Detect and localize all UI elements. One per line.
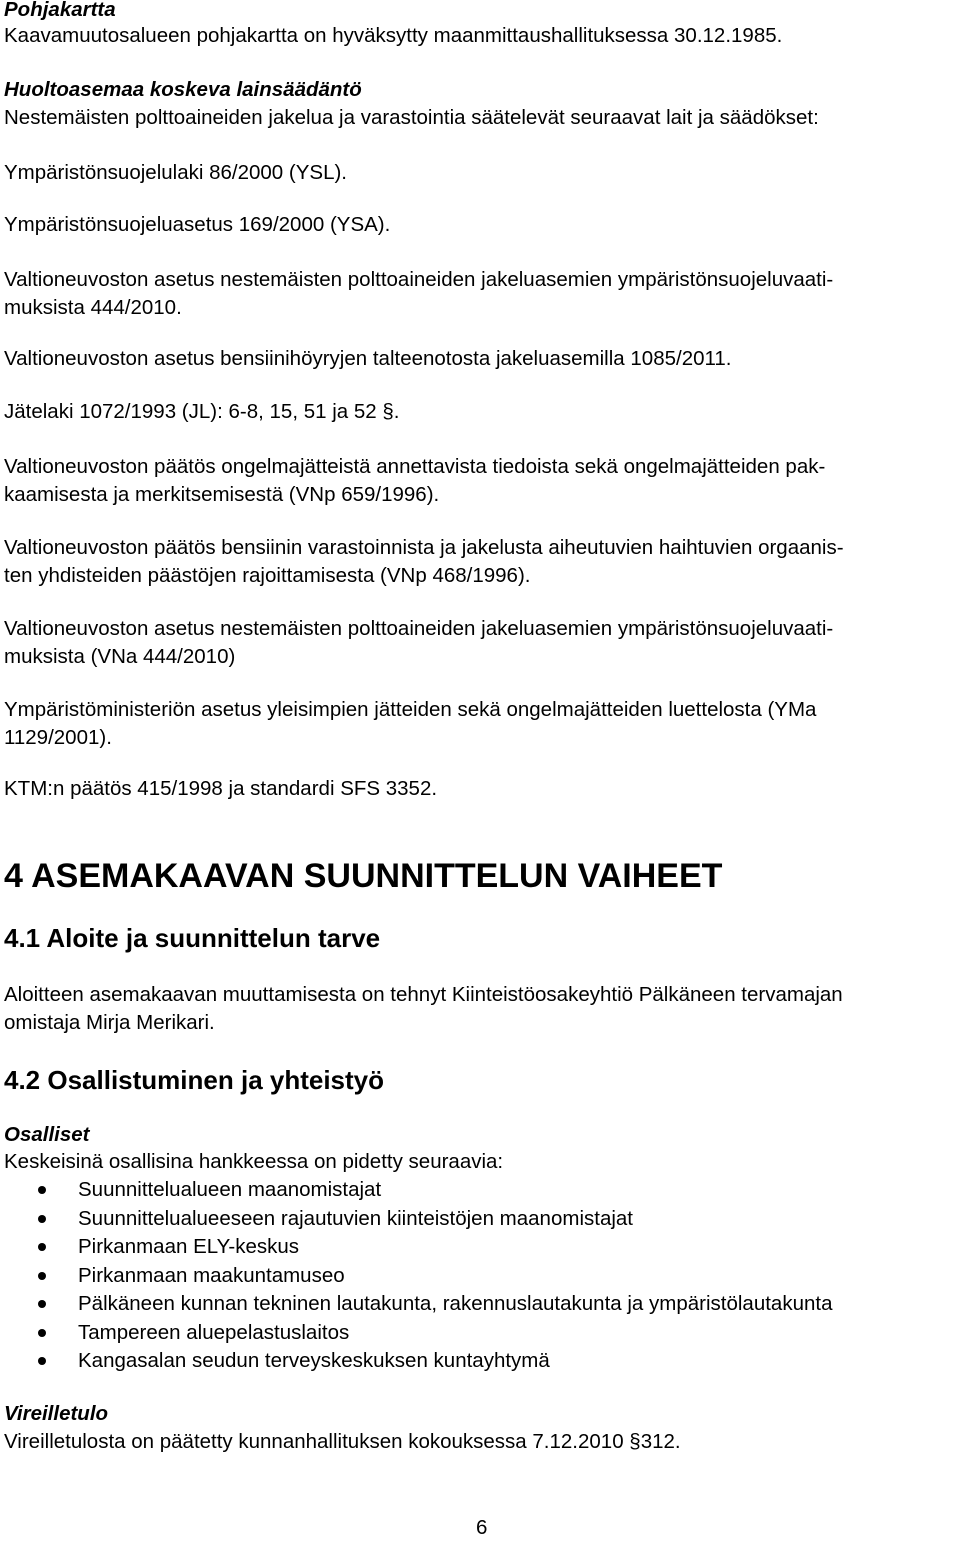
vireilletulo-heading: Vireilletulo xyxy=(4,1402,109,1425)
law-item-continued: 1129/2001). xyxy=(4,726,112,749)
list-item xyxy=(4,1233,832,1262)
section-4-title: 4 ASEMAKAAVAN SUUNNITTELUN VAIHEET xyxy=(4,857,723,895)
law-item: Valtioneuvoston asetus nestemäisten polttoaineiden jakeluasemien ympäristönsuojeluvaati- xyxy=(4,617,834,640)
osalliset-heading: Osalliset xyxy=(4,1123,90,1146)
list-item xyxy=(4,1319,832,1348)
pohjakartta-text: Kaavamuutosalueen pohjakartta on hyväksytty maanmittaushallituksessa 30.12.1985. xyxy=(4,24,783,47)
law-item: Valtioneuvoston päätös bensiinin varastoinnista ja jakelusta aiheutuvien haihtuvien orgaanis- xyxy=(4,536,844,559)
document-page xyxy=(4,0,956,1556)
lainsaadanto-heading: Huoltoasemaa koskeva lainsäädäntö xyxy=(4,78,362,101)
osalliset-intro: Keskeisinä osallisina hankkeessa on pidetty seuraavia: xyxy=(4,1150,504,1173)
section-4-2-title: 4.2 Osallistuminen ja yhteistyö xyxy=(4,1065,385,1095)
law-item: Valtioneuvoston asetus bensiinihöyryjen talteenotosta jakeluasemilla 1085/2011. xyxy=(4,347,732,370)
law-item: KTM:n päätös 415/1998 ja standardi SFS 3352. xyxy=(4,777,438,800)
law-item: Valtioneuvoston asetus nestemäisten polttoaineiden jakeluasemien ympäristönsuojeluvaati- xyxy=(4,268,834,291)
list-item-label: Kangasalan seudun terveyskeskuksen kuntayhtymä xyxy=(78,1349,550,1372)
law-item-continued: muksista (VNa 444/2010) xyxy=(4,645,236,668)
bullet-icon xyxy=(38,1272,46,1280)
list-item xyxy=(4,1205,832,1234)
law-item: Valtioneuvoston päätös ongelmajätteistä annettavista tiedoista sekä ongelmajätteiden pak- xyxy=(4,455,826,478)
page-number: 6 xyxy=(476,1516,488,1539)
list-item-label: Suunnittelualueeseen rajautuvien kiinteistöjen maanomistajat xyxy=(78,1206,633,1230)
law-item: Jätelaki 1072/1993 (JL): 6-8, 15, 51 ja 52 §. xyxy=(4,400,400,423)
vireilletulo-text: Vireilletulosta on päätetty kunnanhallituksen kokouksessa 7.12.2010 §312. xyxy=(4,1430,681,1453)
osalliset-list xyxy=(4,1176,832,1376)
section-4-1-text-continued: omistaja Mirja Merikari. xyxy=(4,1011,215,1034)
list-item-label: Pirkanmaan maakuntamuseo xyxy=(78,1263,345,1287)
law-item: Ympäristöministeriön asetus yleisimpien jätteiden sekä ongelmajätteiden luettelosta (YMa xyxy=(4,698,817,721)
section-4-1-text: Aloitteen asemakaavan muuttamisesta on tehnyt Kiinteistöosakeyhtiö Pälkäneen tervamajan xyxy=(4,983,843,1006)
law-item-continued: muksista 444/2010. xyxy=(4,296,182,319)
list-item-label: Suunnittelualueen maanomistajat xyxy=(78,1178,382,1201)
law-item: Ympäristönsuojeluasetus 169/2000 (YSA). xyxy=(4,213,391,236)
bullet-icon xyxy=(38,1215,46,1223)
section-4-1-title: 4.1 Aloite ja suunnittelun tarve xyxy=(4,923,381,953)
list-item xyxy=(4,1262,832,1291)
law-item-continued: kaamisesta ja merkitsemisestä (VNp 659/1996). xyxy=(4,483,440,506)
list-item xyxy=(4,1176,832,1205)
law-item-continued: ten yhdisteiden päästöjen rajoittamisesta (VNp 468/1996). xyxy=(4,564,531,587)
bullet-icon xyxy=(38,1300,46,1308)
bullet-icon xyxy=(38,1329,46,1337)
list-item-label: Tampereen aluepelastuslaitos xyxy=(78,1320,350,1344)
lainsaadanto-intro: Nestemäisten polttoaineiden jakelua ja varastointia säätelevät seuraavat lait ja säädökset: xyxy=(4,106,819,129)
list-item xyxy=(4,1290,832,1319)
pohjakartta-heading: Pohjakartta xyxy=(4,0,116,21)
list-item-label: Pirkanmaan ELY-keskus xyxy=(78,1235,300,1258)
bullet-icon xyxy=(38,1243,46,1251)
list-item-label: Pälkäneen kunnan tekninen lautakunta, rakennuslautakunta ja ympäristölautakunta xyxy=(78,1292,833,1315)
list-item xyxy=(4,1347,832,1376)
law-item: Ympäristönsuojelulaki 86/2000 (YSL). xyxy=(4,161,347,184)
bullet-icon xyxy=(38,1186,46,1194)
bullet-icon xyxy=(38,1357,46,1365)
